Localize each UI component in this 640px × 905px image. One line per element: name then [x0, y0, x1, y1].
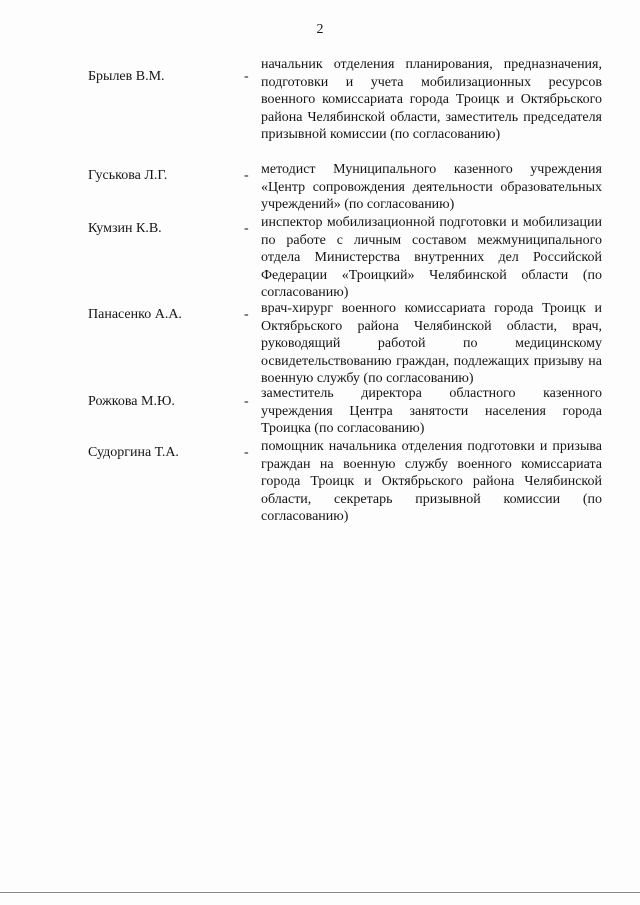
member-name: Брылев В.М. — [88, 69, 165, 84]
member-description: помощник начальника отделения подготовки и призыва граждан на военную службу военного комиссариата города Троицк и Октябрьского района Челябинской области, секретарь призывной комиссии (по согласованию) — [261, 439, 602, 524]
member-name: Рожкова М.Ю. — [88, 394, 175, 409]
member-description: заместитель директора областного казенного учреждения Центра занятости населения города Троицка (по согласованию) — [261, 386, 602, 436]
bottom-edge-line — [0, 892, 640, 893]
member-name: Гуськова Л.Г. — [88, 168, 168, 183]
member-description: методист Муниципального казенного учреждения «Центр сопровождения деятельности образовательных учреждений» (по согласованию) — [261, 162, 602, 212]
member-dash: - — [244, 445, 249, 460]
page-number: 2 — [316, 22, 324, 37]
member-dash: - — [244, 221, 249, 236]
member-dash: - — [244, 168, 249, 183]
member-description: начальник отделения планирования, предназначения, подготовки и учета мобилизационных ресурсов военного комиссариата города Троицк и Октябрьского района Челябинской области, заместитель председателя призывной комиссии (по согласованию) — [261, 57, 602, 142]
member-description: инспектор мобилизационной подготовки и мобилизации по работе с личным составом межмуниципального отдела Министерства внутренних дел Российской Федерации «Троицкий» Челябинской области (по согласованию) — [261, 215, 602, 300]
member-name: Судоргина Т.А. — [88, 445, 179, 460]
member-description: врач-хирург военного комиссариата города Троицк и Октябрьского района Челябинской области, врач, руководящий работой по медицинскому освидетельствованию граждан, подлежащих призыву на военную службу (по согласованию) — [261, 301, 602, 386]
member-name: Кумзин К.В. — [88, 221, 162, 236]
member-dash: - — [244, 307, 249, 322]
member-dash: - — [244, 69, 249, 84]
member-dash: - — [244, 394, 249, 409]
member-name: Панасенко А.А. — [88, 307, 182, 322]
